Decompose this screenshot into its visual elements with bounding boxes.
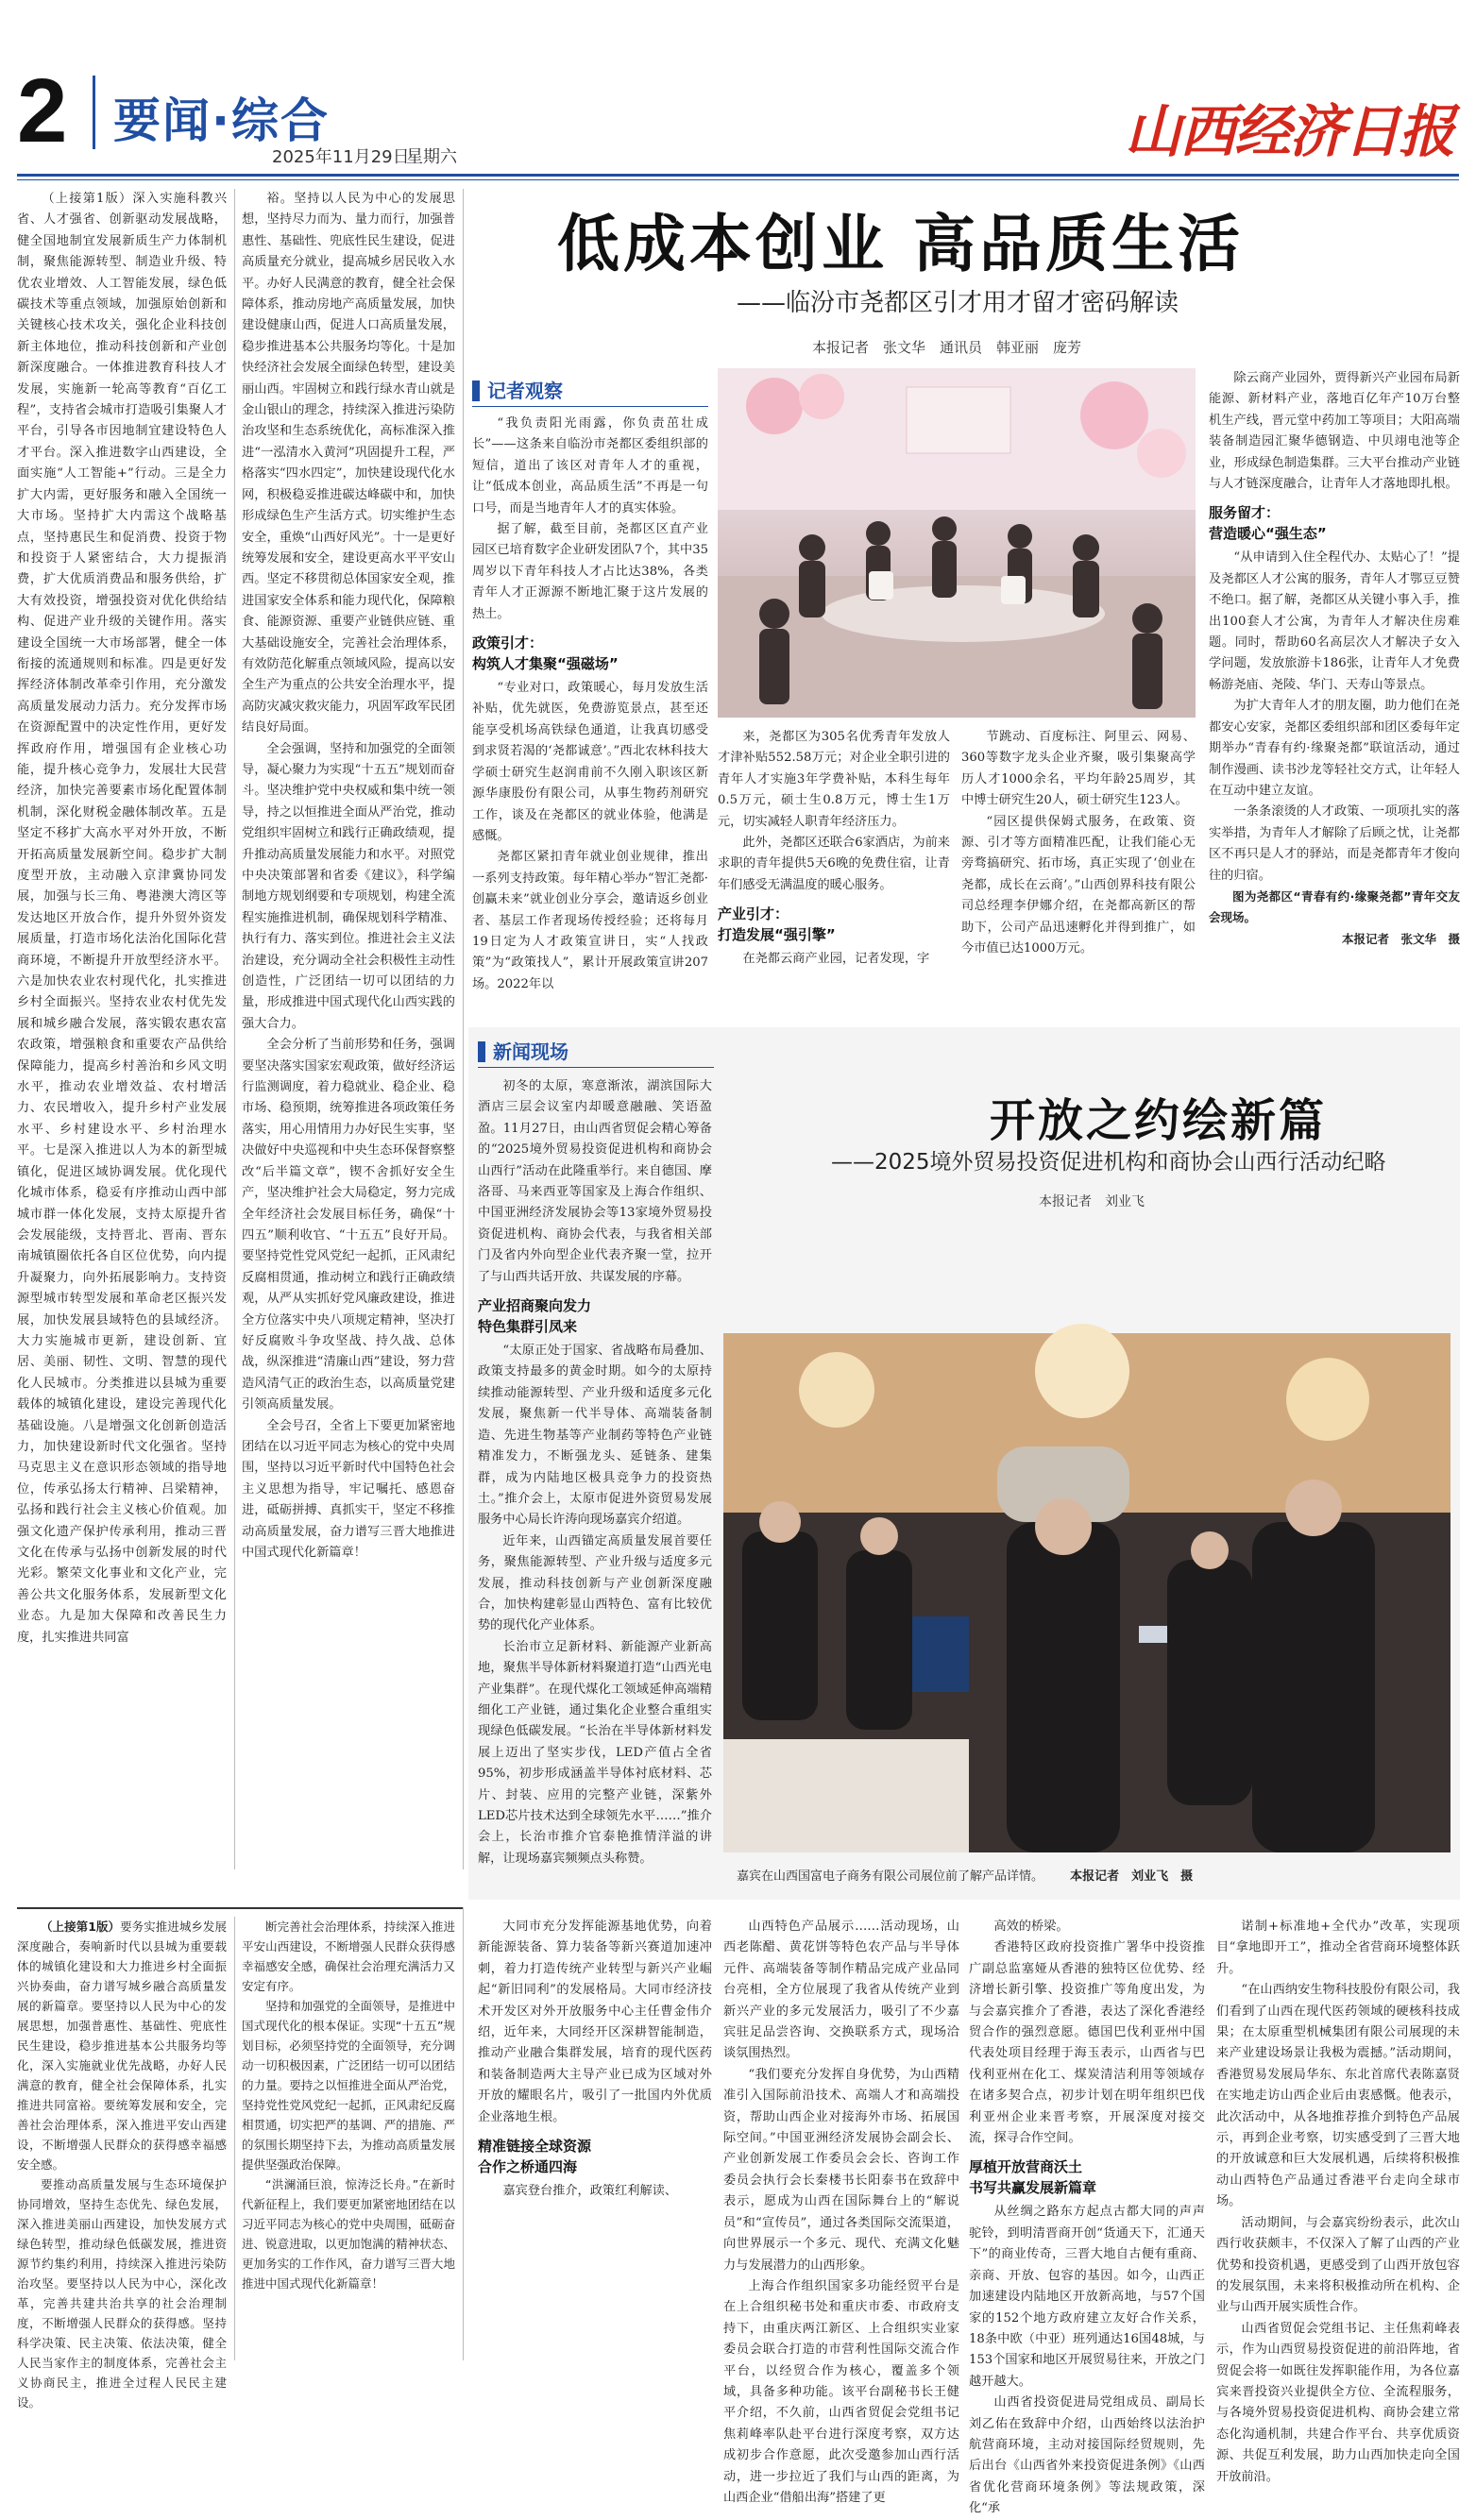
story1-col4 [1209, 368, 1460, 1016]
story2-subtitle: ——2025境外贸易投资促进机构和商协会山西行活动纪略 [831, 1150, 1386, 1175]
story2-paragraph: 活动期间，与会嘉宾纷纷表示，此次山西行收获颇丰，不仅深入了解了山西的产业优势和投资机遇，更感受到了山西开放包容的发展氛围，未来将积极推动所在机构、企业与山西开展实质性合作。 [1216, 2215, 1460, 2315]
youth-gathering-image [718, 368, 1196, 718]
story1-col2 [718, 727, 950, 1016]
story2-photo-caption: 嘉宾在山西国富电子商务有限公司展位前了解产品详情。 [737, 1869, 1044, 1884]
label-bar-icon [478, 1041, 485, 1062]
label-bar-icon [472, 381, 480, 401]
label-rule [472, 406, 708, 407]
middle-paragraph: 裕。坚持以人民为中心的发展思想，坚持尽力而为、量力而行，加强普惠性、基础性、兜底性民生建设，促进高质量充分就业，提高城乡居民收入水平。办好人民满意的教育，健全社会保障体系，推动房地产高质量发展，加快建设健康山西，促进人口高质量发展，稳步推进基本公共服务均等化。十是加快经济社会发展全面绿色转型，建设美丽山西。牢固树立和践行绿水青山就是金山银山的理念，持续深入推进污染防治攻坚和生态系统优化，高标准深入推进“一泓清水入黄河”巩固提升工程，严格落实“四水四定”，加快建设现代化水网，积极稳妥推进碳达峰碳中和，加快形成绿色生产生活方式。切实维护生态安全，重焕“山西好风光”。十一是更好统筹发展和安全，建设更高水平平安山西。坚定不移贯彻总体国家安全观，推进国家安全体系和能力现代化，保障粮食、能源资源、重要产业链供应链、重大基础设施安全，完善社会治理体系，有效防范化解重点领域风险，提高以安全生产为重点的公共安全治理水平，提高防灾减灾救灾能力，巩固军政军民团结良好局面。 [242, 192, 455, 736]
story2-paragraph: 山西省贸促会党组书记、主任焦莉峰表示，作为山西贸易投资促进的前沿阵地，省贸促会将一如既往发挥职能作用，为各位嘉宾来晋投资兴业提供全方位、全流程服务，与各境外贸易投资促进机构、商协会建立常态化沟通机制，共建合作平台、共享优质资源、共促互利发展，助力山西加快走向全国开放前沿。 [1216, 2321, 1460, 2484]
story2-photo [723, 1333, 1451, 1852]
bottom-left-column [17, 1917, 227, 2410]
story2-paragraph: 上海合作组织国家多功能经贸平台是在上合组织秘书处和重庆市委、市政府支持下，由重庆两江新区、上合组织实业家委员会联合打造的市营利性国际交流合作平台，以经贸合作为核心，覆盖多个领域，具备多种功能。该平台副秘书长王健平介绍，不久前，山西省贸促会党组书记焦莉峰率队赴平台进行深度考察，双方达成初步合作意愿，此次受邀参加山西行活动，进一步拉近了我们与山西的距离，为山西企业“借船出海”搭建了更 [723, 2278, 959, 2505]
story1-paragraph: 尧都区紧扣青年就业创业规律，推出一系列支持政策。每年精心举办“智汇尧都·创赢未来”就业创业分享会，邀请返乡创业者、基层工作者现场传授经验；还将每月19日定为人才政策宣讲日，实“人找政策”为“政策找人”，累计开展政策宣讲207场。2022年以 [472, 850, 708, 991]
column-divider [234, 1917, 235, 2360]
story1-paragraph: 来，尧都区为305名优秀青年发放人才津补贴552.58万元；对企业全职引进的青年人才实施3年学费补贴，本科生每年0.5万元，硕士生0.8万元，博士生1万元，切实减轻人职青年经济压力。 [718, 730, 950, 829]
continued-tag: （上接第1版） [42, 192, 133, 206]
story1-paragraph: 一条条滚烫的人才政策、一项项扎实的落实举措，为青年人才解除了后顾之忧，让尧都区不再只是人才的驿站，而是尧都青年才俊向往的归宿。 [1209, 804, 1460, 883]
story2-col2 [723, 1917, 959, 2505]
story2-paragraph: 嘉宾登台推介，政策红利解读、 [502, 2184, 678, 2199]
bottom-middle-paragraph: 坚持和加强党的全面领导，是推进中国式现代化的根本保证。实现“十五五”规划目标，必须坚持党的全面领导，充分调动一切积极因素，广泛团结一切可以团结的力量。要持之以恒推进全面从严治党，坚持党性党风党纪一起抓，正风肃纪反腐相贯通，切实把严的基调、严的措施、严的氛围长期坚持下去，为推动高质量发展提供坚强政治保障。 [242, 1999, 455, 2172]
story2-paragraph: 从丝绸之路东方起点古都大同的声声驼铃，到明清晋商开创“货通天下，汇通天下”的商业传奇，三晋大地自古便有重商、亲商、开放、包容的基因。如今，山西正加速建设内陆地区开放新高地，与57个国家的152个地方政府建立友好合作关系，18条中欧（中亚）班列通达16国48城，与153个国家和地区开展贸易往来，开放之门越开越大。 [969, 2205, 1205, 2389]
story2-paragraph: “太原正处于国家、省战略布局叠加、政策支持最多的黄金时期。如今的太原持续推动能源转型、产业升级和适度多元化发展，聚焦新一代半导体、高端装备制造、先进生物基等产业制药等特色产业链精准发力，不断强龙头、延链条、建集群，成为内陆地区极具竞争力的投资热土。”推介会上，太原市促进外资贸易发展服务中心局长许涛向现场嘉宾介绍道。 [478, 1344, 712, 1528]
story2-paragraph: 初冬的太原，寒意渐浓，湖滨国际大酒店三层会议室内却暖意融融、笑语盈盈。11月27日，由山西省贸促会精心筹备的“2025境外贸易投资促进机构和商协会山西行”活动在此隆重举行。来自德国、摩洛哥、马来西亚等国家及上海合作组织、中国亚洲经济发展协会等13家境外贸易投资促进机构、商协会代表，与我省相关部门及省内外向型企业代表齐聚一堂，拉开了与山西共话开放、共谋发展的序幕。 [478, 1079, 712, 1284]
story1-paragraph: 为扩大青年人才的朋友圈，助力他们在尧都安心安家，尧都区委组织部和团区委每年定期举办“青春有约·缘聚尧都”联谊活动，通过制作漫画、读书沙龙等轻社交方式，让年轻人在互动中建立友谊。 [1209, 699, 1460, 798]
story2-paragraph: 长治市立足新材料、新能源产业新高地，聚焦半导体新材料聚道打造“山西光电产业集群”。在现代煤化工领域延伸高端精细化工产业链，通过集化企业整合重组实现绿色低碳发展。“长治在半导体新材料发展上迈出了坚实步伐，LED产值占全省95%，初步形成涵盖半导体衬底材料、芯片、封装、应用的完整产业链，深紫外LED芯片技术达到全球领先水平……”推介会上，长治市推介官泰艳推情洋溢的讲解，让现场嘉宾频频点头称赞。 [478, 1639, 712, 1866]
middle-article-column [242, 189, 455, 1869]
story1-col1 [472, 414, 708, 1016]
story2-paragraph: 近年来，山西锚定高质量发展首要任务，聚焦能源转型、产业升级与适度多元发展，推动科技创新与产业创新深度融合，加快构建彰显山西特色、富有比较优势的现代化产业体系。 [478, 1533, 712, 1633]
masthead-rule [17, 174, 1459, 177]
section-title: 要闻·综合 [113, 93, 330, 148]
story1-photo [718, 368, 1196, 718]
story2-paragraph: 诺制+标准地+全代办”改革，实现项目“拿地即开工”，推动全省营商环境整体跃升。 [1216, 1920, 1460, 1976]
story1-paragraph: 此外，尧都区还联合6家酒店，为前来求职的青年提供5天6晚的免费住宿，让青年们感受无满温度的暖心服务。 [718, 836, 950, 892]
story2-paragraph: “我们要充分发挥自身优势，为山西精准引入国际前沿技术、高端人才和高端投资，帮助山西企业对接海外市场、拓展国际空间。”中国亚洲经济发展协会副会长、产业创新发展工作委员会会长、咨询工作委员会执行会长秦楼书长阳泰书在致辞中表示，愿成为山西在国际舞台上的“解说员”和“宣传员”，通过各类国际交流渠道，向世界展示一个多元、现代、充满文化魅力与发展潜力的山西形象。 [723, 2067, 959, 2273]
issue-date: 2025年11月29日 [272, 147, 410, 167]
bottom-middle-paragraph: 断完善社会治理体系，持续深入推进平安山西建设，不断增强人民群众获得感幸福感安全感，确保社会治理充满活力又安定有序。 [242, 1920, 455, 1993]
column-divider [234, 189, 235, 1869]
column-divider [463, 189, 464, 1869]
story1-subhead: 服务留才： 营造暖心“强生态” [1209, 504, 1327, 543]
story2-paragraph: “在山西纳安生物科技股份有限公司，我们看到了山西在现代医药领域的硬核科技成果；在太原重型机械集团有限公司展现的未来产业建设场景让我极为震撼。”活动期间，香港贸易发展局华东、东北首席代表陈嘉贤在实地走访山西企业后由衷感慨。他表示，此次活动中，从各地推荐推介到特色产品展示，再到企业考察，切实感受到了三晋大地的开放诚意和巨大发展机遇，后续将积极推动山西特色产品通过香港平台走向全球市场。 [1216, 1983, 1460, 2209]
bottom-left-paragraph: 要推动高质量发展与生态环境保护协同增效，坚持生态优先、绿色发展，深入推进美丽山西建设，加快发展方式绿色转型，推动绿色低碳发展，推进资源节约集约利用，持续深入推进污染防治攻坚。要坚持以人民为中心，深化改革，完善共建共治共享的社会治理制度，不断增强人民群众的获得感。坚持科学决策、民主决策、依法决策，健全人民当家作主的制度体系，完善社会主义协商民主，推进全过程人民民主建设。 [17, 2177, 227, 2410]
column-label-reporter-observation [472, 376, 563, 403]
left-article-text: 深入实施科教兴省、人才强省、创新驱动发展战略，健全国地制宜发展新质生产力体制机制，聚焦能源转型、制造业升级、特优农业增效、人工智能发展，绿色低碳技术等重点领域，加强原始创新和关键核心技术攻关，强化企业科技创新主体地位，推动科技创新和产业创新深度融合。一体推进教育科技人才发展，实施新一轮高等教育“百亿工程”，支持省会城市打造吸引集聚人才平台，引导各市因地制宜建设特色人才平台。深入推进数字山西建设，全面实施“人工智能+”行动。三是全力扩大内需，更好服务和融入全国统一大市场。坚持扩大内需这个战略基点，坚持惠民生和促消费、投资于物和投资于人紧密结合，大力提振消费，扩大优质消费品和服务供给，扩大有效投资，增强投资对优化供给结构、促进产业升级的关键作用。落实建设全国统一大市场部署，健全一体衔接的流通规则和标准。四是更好发挥经济体制改革牵引作用，充分激发高质量发展动力活力。充分发挥市场在资源配置中的决定性作用，更好发挥政府作用，增强国有企业核心功能，提升核心竞争力，发展壮大民营经济，加快完善要素市场化配置体制机制，深化财税金融体制改革。五是坚定不移扩大高水平对外开放，不断开拓高质量发展新空间。稳步扩大制度型开放，主动融入京津冀协同发展，加强与长三角、粤港澳大湾区等发达地区开放合作，提升外贸外资发展质量，打造市场化法治化国际化营商环境，不断提升开放型经济水平。六是加快农业农村现代化，扎实推进乡村全面振兴。坚持农业农村优先发展和城乡融合发展，落实锻农惠农富农政策，增强粮食和重要农产品供给保障能力，提高乡村善治和乡风文明水平，推动农业增效益、农村增活力、农民增收入，提升乡村产业发展水平、乡村建设水平、乡村治理水平。七是深入推进以人为本的新型城镇化，促进区域协调发展。优化现代化城市体系，稳妥有序推动山西中部城市群一体化发展，支持太原提升省会发展能级，支持晋北、晋南、晋东南城镇圈依托各自区位优势，向内提升凝聚力，向外拓展影响力。支持资源型城市转型发展和革命老区振兴发展，加快发展县域特色的县域经济。大力实施城市更新，建设创新、宜居、美丽、韧性、文明、智慧的现代化人民城市。分类推进以县城为重要载体的城镇化建设，建设完善现代化基础设施。八是增强文化创新创造活力，加快建设新时代文化强省。坚持马克思主义在意识形态领域的指导地位，传承弘扬太行精神、吕梁精神，弘扬和践行社会主义核心价值观。加强文化遗产保护传承利用，推动三晋文化在传承与弘扬中创新发展的时代光彩。繁荣文化事业和文化产业，完善公共文化服务体系，发展新型文化业态。九是加大保障和改善民生力度，扎实推进共同富 [17, 192, 228, 1645]
issue-weekday: 星期六 [406, 147, 457, 167]
middle-paragraph: 全会号召，全省上下要更加紧密地团结在以习近平同志为核心的党中央周围，坚持以习近平新时代中国特色社会主义思想为指导，牢记嘱托、感恩奋进，砥砺拼搏、真抓实干，坚定不移推动高质量发展，奋力谱写三晋大地推进中国式现代化新篇章！ [242, 1418, 455, 1560]
masthead-rule-thin [17, 179, 1459, 180]
story1-paragraph: “专业对口，政策暖心，每月发放生活补贴，优先就医，免费游览景点，甚至还能享受机场高铁绿色通道，让我真切感受到求贤若渴的‘尧都诚意’。”西北农林科技大学硕士研究生赵润甫前不久刚入职该区新源华康股份有限公司，从事生物药剂研究工作，谈及在尧都区的就业体验，他满是感慨。 [472, 681, 708, 843]
story1-headline: 低成本创业 高品质生活 [557, 208, 1244, 280]
story2-byline: 本报记者 刘业飞 [1039, 1194, 1145, 1209]
story1-paragraph: “从申请到入住全程代办、太贴心了！”提及尧都区人才公寓的服务，青年人才鄂豆豆赞不绝口。据了解，尧都区从关键小事入手，推出100套人才公寓，为青年人才解决住房难题。同时，帮助60名高层次人才解决子女入学问题，发放旅游卡186张，让青年人才免费畅游尧庙、尧陵、华门、天寿山等景点。 [1209, 550, 1460, 692]
column-label-text: 新闻现场 [493, 1040, 568, 1063]
story2-paragraph: 高效的桥梁。 [993, 1920, 1069, 1934]
story1-paragraph: “园区提供保姆式服务，在政策、资源、引才等方面精准匹配，让我们能心无旁骛搞研究、拓市场，真正实现了‘创业在尧都，成长在云商’。”山西创界科技有限公司总经理李伊娜介绍，在尧都高新区的帮助下，公司产品迅速孵化并得到推广，如今市值已达1000万元。 [961, 814, 1196, 956]
story2-subhead: 精准链接全球资源 合作之桥通四海 [478, 2138, 592, 2176]
page-number: 2 [17, 60, 68, 161]
label-rule [478, 1067, 714, 1068]
column-divider [463, 1907, 464, 2360]
left-article-column [17, 189, 227, 1869]
story1-paragraph: 除云商产业园外，贾得新兴产业园布局新能源、新材料产业，落地百亿年产10万台整机生产线，晋元堂中药加工等项目；大阳高端装备制造园汇聚华德钢造、中贝翊电池等企业，形成绿色制造集群。三大平台推动产业链与人才链深度融合，让青年人才落地即扎根。 [1209, 371, 1460, 492]
story1-col3 [961, 727, 1196, 1016]
story1-paragraph: “我负责阳光雨露，你负责茁壮成长”——这条来自临汾市尧都区委组织部的短信，道出了该区对青年人才的重视，让“低成本创业，高品质生活”不再是一句口号，而是当地青年人才的真实体验。 [472, 416, 708, 516]
story1-paragraph: 在尧都云商产业园，记者发现，字 [742, 952, 930, 967]
column-label-text: 记者观察 [487, 380, 563, 402]
story2-col4 [1216, 1917, 1460, 2484]
story1-photo-caption: 图为尧都区“青春有约·缘聚尧都”青年交友会现场。 [1209, 888, 1460, 925]
story2-subhead: 产业招商聚向发力 特色集群引凤来 [478, 1297, 592, 1336]
middle-paragraph: 全会分析了当前形势和任务，强调要坚决落实国家宏观政策，做好经济运行监测调度，着力稳就业、稳企业、稳市场、稳预期，统筹推进各项政策任务落实，用心用情用力办好民生实事，坚决做好中央巡视和中央生态环保督察整改“后半篇文章”，锲不舍抓好安全生产，坚决维护社会大局稳定，努力完成全年经济社会发展目标任务，确保“十四五”顺利收官、“十五五”良好开局。要坚持党性党风党纪一起抓，正风肃纪反腐相贯通，推动树立和践行正确政绩观，从严从实抓好党风廉政建设，推进全方位落实中央八项规定精神，坚决打好反腐败斗争攻坚战、持久战、总体战，纵深推进“清廉山西”建设，努力营造风清气正的政治生态，以高质量党建引领高质量发展。 [242, 1038, 455, 1412]
masthead-divider [93, 76, 95, 149]
story2-paragraph: 山西特色产品展示……活动现场，山西老陈醋、黄花饼等特色农产品与半导体元件、高端装备等制作精品完成产业品同台亮相，全方位展现了我省从传统产业到新兴产业的多元发展活力，吸引了不少嘉宾驻足品尝咨询、交换联系方式，现场洽谈氛围热烈。 [723, 1920, 959, 2061]
story2-paragraph: 大同市充分发挥能源基地优势，向着新能源装备、算力装备等新兴赛道加速冲刺，着力打造传统产业转型与新兴产业崛起“新旧同利”的发展格局。大同市经济技术开发区对外开放服务中心主任曹金伟介绍，近年来，大同经开区深耕智能制造，推动产业融合集群发展，培育的现代医药和装备制造两大主导产业已成为区域对外开放的耀眼名片，吸引了一批国内外优质企业落地生根。 [478, 1920, 712, 2124]
column-label-news-scene [478, 1037, 568, 1064]
story2-col1 [478, 1076, 712, 1890]
middle-paragraph: 全会强调，坚持和加强党的全面领导，凝心聚力为实现“十五五”规划而奋斗。坚决维护党中央权威和集中统一领导，持之以恒推进全面从严治党，推动党组织牢固树立和践行正确政绩观，提升推动高质量发展能力和水平。对照党中央决策部署和省委《建议》，科学编制地方规划纲要和专项规划，构建全流程实施推进机制，确保规划科学精准、执行有力、落实到位。推进社会主义法治建设，充分调动全社会积极性主动性创造性，广泛团结一切可以团结的力量，形成推进中国式现代化山西实践的强大合力。 [242, 741, 455, 1031]
story2-col1-cont [478, 1917, 712, 2360]
continued-tag: （上接第1版） [41, 1920, 121, 1934]
story1-subtitle: ——临汾市尧都区引才用才留才密码解读 [737, 289, 1179, 317]
story1-paragraph: 节跳动、百度标注、阿里云、网易、360等数字龙头企业齐聚，吸引集聚高学历人才1000余名，平均年龄25周岁，其中博士研究生20人，硕士研究生123人。 [961, 730, 1196, 808]
newspaper-logo: 山西经济日报 [1125, 99, 1453, 165]
story1-subhead: 产业引才： 打造发展“强引擎” [718, 905, 836, 944]
story1-paragraph: 据了解，截至目前，尧都区区直产业园区已培育数字企业研发团队7个，其中35周岁以下青年科技人才占比达38%，各类青年人才正源源不断地汇聚于这片发展的热土。 [472, 522, 708, 621]
bottom-middle-paragraph: “洪澜涌巨浪，惊涛泛长舟。”在新时代新征程上，我们要更加紧密地团结在以习近平同志为核心的党中央周围，砥砺奋进、锐意进取，以更加饱满的精神状态、更加务实的工作作风，奋力谱写三晋大地推进中国式现代化新篇章！ [242, 2177, 455, 2291]
story2-subhead: 厚植开放营商沃土 书写共赢发展新篇章 [969, 2158, 1097, 2197]
bottom-left-text: 要务实推进城乡发展深度融合，奏响新时代以县城为重要载体的城镇化建设和大力推进乡村全面振兴协奏曲，奋力谱写城乡融合高质量发展的新篇章。要坚持以人民为中心的发展思想，加强普惠性、基础性、兜底性民生建设，稳步推进基本公共服务均等化，深入实施就业优先战略，办好人民满意的教育，健全社会保障体系，扎实推进共同富裕。要统筹发展和安全，完善社会治理体系，深入推进平安山西建设，不断增强人民群众的获得感幸福感安全感。 [17, 1920, 227, 2172]
story2-photo-caption-line [737, 1866, 1193, 1884]
story2-paragraph: 山西省投资促进局党组成员、副局长刘乙佑在致辞中介绍，山西始终以法治护航营商环境，主动对接国际经贸规则，先后出台《山西省外来投资促进条例》《山西省优化营商环境条例》等法规政策，深化“承 [969, 2395, 1205, 2516]
story2-col3 [969, 1917, 1205, 2516]
trade-event-image [723, 1333, 1451, 1852]
story2-photo-credit: 本报记者 刘业飞 摄 [1070, 1869, 1194, 1884]
story2-headline: 开放之约绘新篇 [990, 1094, 1328, 1147]
story1-photo-credit: 本报记者 张文华 摄 [1341, 931, 1460, 946]
story2-paragraph: 香港特区政府投资推广署华中投资推广副总监塞娅从香港的独特区位优势、经济增长新引擎、投资推广等角度出发，为与会嘉宾推介了香港，表达了深化香港经贸合作的强烈意愿。德国巴伐利亚州中国代表处项目经理于海玉表示，山西省与巴伐利亚州在化工、煤炭清洁利用等领域存在诸多契合点，初步计划在明年组织巴伐利亚州企业来晋考察，开展深度对接交流，探寻合作空间。 [969, 1940, 1205, 2146]
bottom-middle-column [242, 1917, 455, 2360]
bottom-rule [17, 1907, 463, 1909]
story1-subhead: 政策引才： 构筑人才集聚“强磁场” [472, 634, 619, 673]
story1-byline: 本报记者 张文华 通讯员 韩亚丽 庞芳 [812, 339, 1082, 356]
